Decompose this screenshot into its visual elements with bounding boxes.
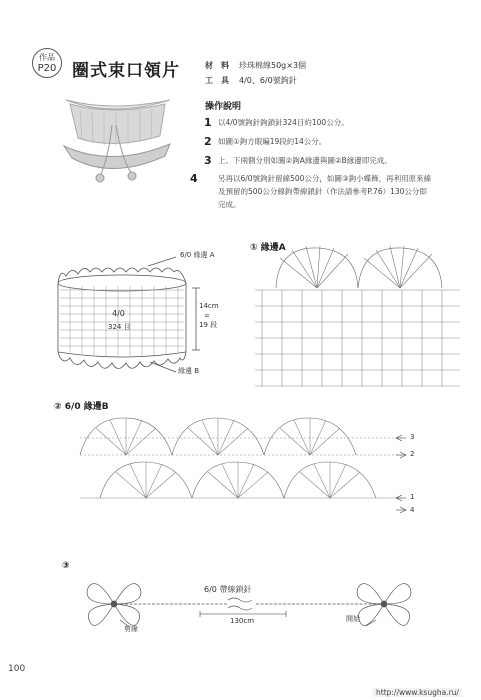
material-row-2 <box>205 75 297 86</box>
diagram2-chart <box>80 418 406 513</box>
schematic-drawing <box>58 257 200 372</box>
diagram3-number: ③ <box>62 561 70 571</box>
badge-label: 作品 <box>39 53 55 62</box>
material-value: 珍珠棉線50g×3個 <box>239 61 307 70</box>
step-text: 上、下兩側分別如圖②鉤A緣邊與圖②B緣邊即完成。 <box>218 156 392 165</box>
diagram1-chart <box>255 246 460 386</box>
step-1 <box>204 116 424 129</box>
schematic-size: 4/0 <box>112 309 125 318</box>
diagram2-label: 6/0 緣邊B <box>64 402 109 412</box>
page-title: 圈式束口領片 <box>72 61 180 81</box>
cut-label: 剪線 <box>124 625 138 633</box>
step-number: 3 <box>204 154 212 167</box>
row-label-4: 4 <box>410 506 415 514</box>
step-number: 4 <box>190 172 198 185</box>
diagram1-number: ① <box>250 243 258 253</box>
step-text: 如圖①鉤方眼編19段約14公分。 <box>218 137 327 146</box>
collar-photo <box>64 100 170 182</box>
step-2 <box>204 135 424 148</box>
page-number: 100 <box>8 664 26 674</box>
badge-number: P20 <box>37 63 57 74</box>
site-watermark[interactable]: http://www.ksugha.ru/ <box>373 688 462 697</box>
material-row-1 <box>205 60 306 71</box>
diagram1-label: 緣邊A <box>260 243 286 253</box>
step-3 <box>204 154 424 167</box>
material-label: 材 料 <box>205 61 229 70</box>
schematic-stitches: 324 目 <box>108 323 131 331</box>
steps-header: 操作說明 <box>205 102 242 112</box>
step-number: 2 <box>204 135 212 148</box>
step-4 <box>190 172 434 211</box>
cord-length: 130cm <box>230 617 255 625</box>
tool-label: 工 具 <box>205 76 229 85</box>
row-label-3: 3 <box>410 433 415 441</box>
step-text: 另再以6/0號鉤針留線500公分，如圖③鉤小蝶飾，再利用原來線及預留的500公分線鉤帶線鎖針（作法請參考P.76）130公分即完成。 <box>218 174 432 209</box>
diagram2-title <box>54 399 109 412</box>
schematic-bottom-label: 緣邊 B <box>178 367 200 375</box>
schematic-top-label: 6/0 緣邊 A <box>180 251 215 259</box>
schematic-height: 14cm <box>199 302 219 310</box>
step-number: 1 <box>204 116 212 129</box>
cord-label: 6/0 帶線鎖針 <box>204 585 252 594</box>
diagram1-title <box>250 240 286 253</box>
tool-value: 4/0、6/0號鉤針 <box>239 76 297 85</box>
row-label-1: 1 <box>410 493 415 501</box>
step-text: 以4/0號鉤針鉤鎖針324目約100公分。 <box>218 118 349 127</box>
start-label: 開始 <box>346 615 360 623</box>
row-label-2: 2 <box>410 450 415 458</box>
schematic-eq: = <box>204 312 210 320</box>
schematic-rows: 19 段 <box>199 321 218 329</box>
diagram2-number: ② <box>54 402 62 412</box>
